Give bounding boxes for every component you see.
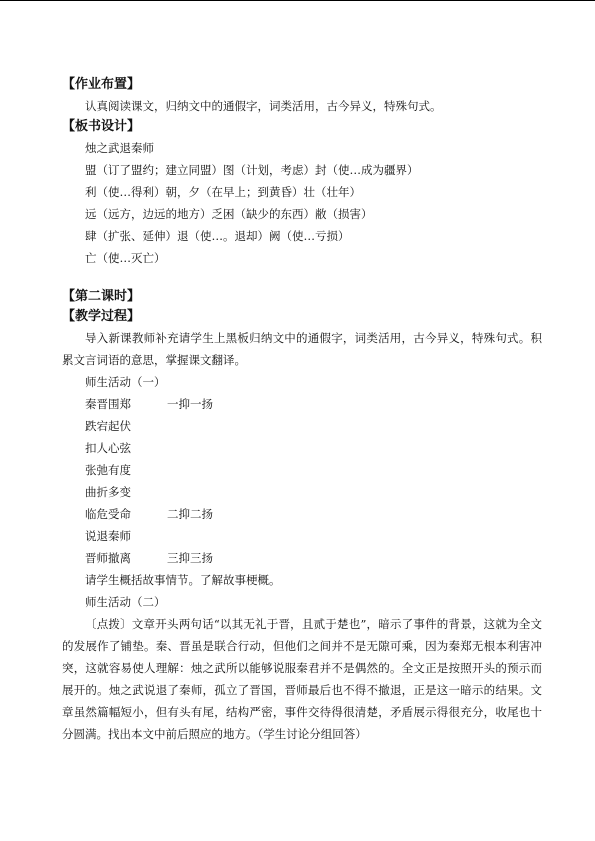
plot-stage: 三抑三扬: [167, 551, 213, 565]
plot-phrase: 张弛有度: [85, 463, 131, 477]
homework-text: 认真阅读课文，归纳文中的通假字，词类活用，古今异义，特殊句式。: [85, 99, 442, 113]
plot-phrase: 临危受命: [85, 507, 131, 521]
plot-item: [62, 415, 542, 437]
activity-one-label: 师生活动（一）: [85, 375, 166, 389]
document-page: [62, 75, 542, 745]
plot-stage: 二抑二扬: [167, 507, 213, 521]
board-line: 亡（使…灭亡）: [85, 251, 166, 265]
second-lesson-heading: 【第二课时】: [62, 289, 141, 304]
analysis-paragraph: 〔点拨〕文章开头两句话“以其无礼于晋，且贰于楚也”，暗示了事件的背景，这就为全文的发展作了铺垫。秦、晋虽是联合行动，但他们之间并不是无隙可乘，因为秦郑无根本利害冲突，这就容易使人理解：烛之武所以能够说服秦君并不是偶然的。全文正是按照开头的预示而展开的。烛之武说退了秦师，孤立了晋国，晋师最后也不得不撤退，正是这一暗示的结果。文章虽然篇幅短小，但有头有尾，结构严密，事件交待得很清楚，矛盾展示得很充分，收尾也十分圆满。找出本文中前后照应的地方。（学生讨论分组回答）: [62, 617, 542, 741]
plot-phrase: 跌宕起伏: [85, 419, 131, 433]
teaching-process-heading: 【教学过程】: [62, 309, 141, 324]
plot-item: [62, 393, 542, 415]
board-line: 利（使…得利）朝，夕（在早上；到黄昏）壮（壮年）: [85, 185, 361, 199]
plot-phrase: 晋师撤离: [85, 551, 131, 565]
plot-stage: 一抑一扬: [167, 397, 213, 411]
plot-phrase: 秦晋围郑: [85, 397, 131, 411]
section-gap: [62, 269, 542, 287]
homework-heading: 【作业布置】: [62, 77, 141, 92]
plot-item: [62, 481, 542, 503]
board-line: 烛之武退秦师: [85, 141, 154, 155]
board-line: 盟（订了盟约；建立同盟）图（计划，考虑）封（使…成为疆界）: [85, 163, 419, 177]
plot-item: [62, 525, 542, 547]
plot-outline: [62, 393, 542, 569]
plot-item: [62, 503, 542, 525]
process-intro: 导入新课教师补充请学生上黑板归纳文中的通假字，词类活用，古今异义，特殊句式。积累文言词语的意思，掌握课文翻译。: [62, 331, 542, 367]
plot-summary: 请学生概括故事情节。了解故事梗概。: [85, 573, 281, 587]
board-line: 肆（扩张、延伸）退（使…。退却）阙（使…亏损）: [85, 229, 350, 243]
board-line: 远（远方，边远的地方）乏困（缺少的东西）敝（损害）: [85, 207, 373, 221]
page-top-rule: [0, 0, 595, 1]
activity-two-label: 师生活动（二）: [85, 595, 166, 609]
board-heading: 【板书设计】: [62, 119, 141, 134]
plot-phrase: 扣人心弦: [85, 441, 131, 455]
plot-phrase: 曲折多变: [85, 485, 131, 499]
plot-item: [62, 459, 542, 481]
plot-item: [62, 547, 542, 569]
plot-phrase: 说退秦师: [85, 529, 131, 543]
plot-item: [62, 437, 542, 459]
board-content: [62, 137, 542, 269]
